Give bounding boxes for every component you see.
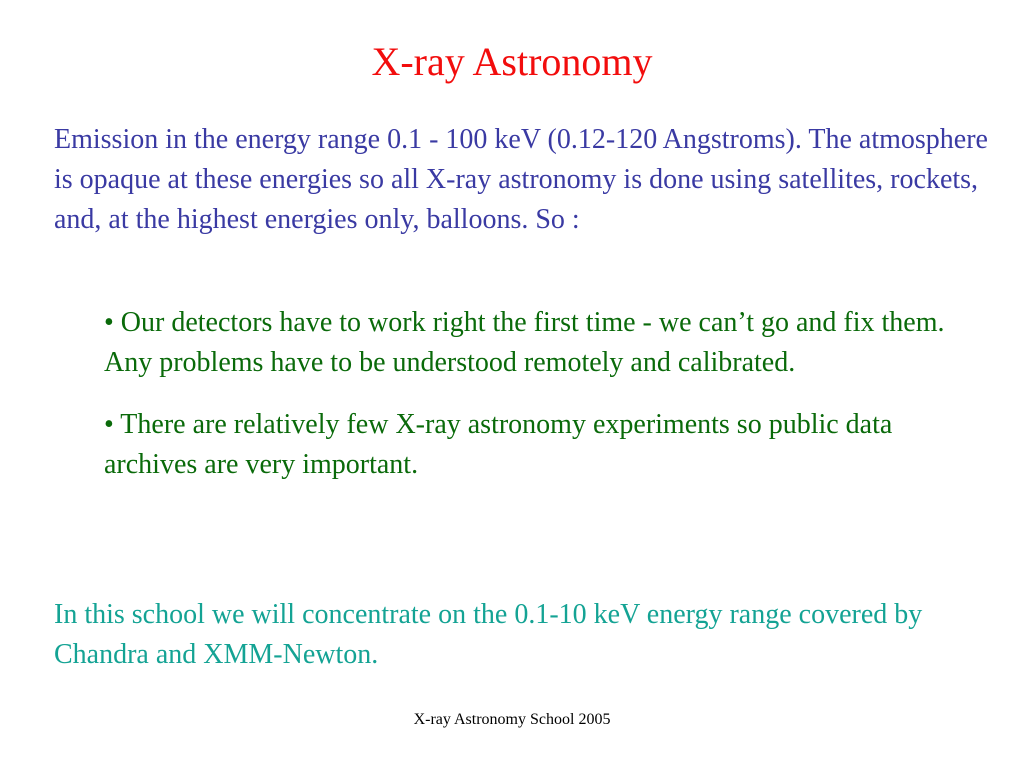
- bullet-list: [104, 303, 984, 485]
- bullet-item-archives: • There are relatively few X-ray astronomy experiments so public data archives are very important.: [104, 409, 893, 480]
- slide-footer: X-ray Astronomy School 2005: [413, 711, 611, 728]
- intro-paragraph: Emission in the energy range 0.1 - 100 keV (0.12-120 Angstroms). The atmosphere is opaque at these energies so all X-ray astronomy is done using satellites, rockets, and, at the highest energies only, balloons. So :: [54, 124, 988, 235]
- closing-paragraph: In this school we will concentrate on the 0.1-10 keV energy range covered by Chandra and XMM-Newton.: [54, 599, 923, 670]
- slide-title: X-ray Astronomy: [371, 39, 653, 84]
- bullet-item-detectors: • Our detectors have to work right the first time - we can’t go and fix them. Any problems have to be understood remotely and calibrated.: [104, 307, 945, 378]
